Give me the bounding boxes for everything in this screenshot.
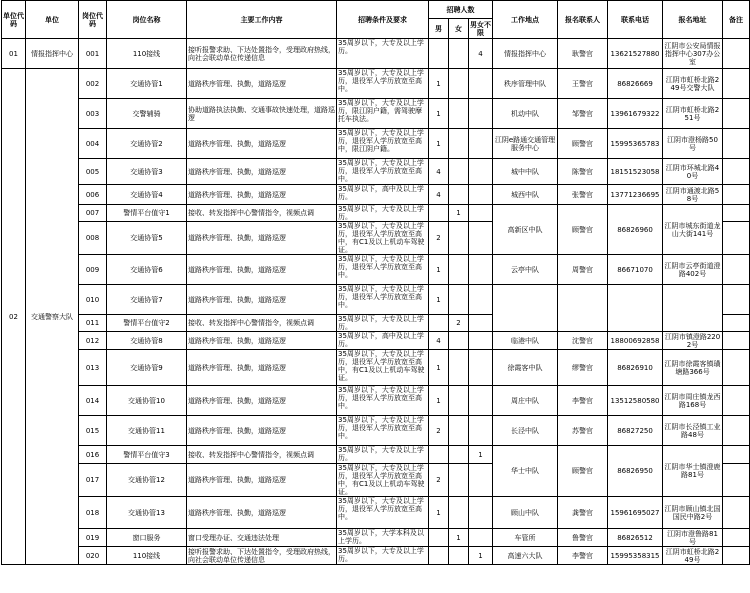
- post-code-cell: 013: [79, 350, 107, 386]
- header-conditions: 招聘条件及要求: [337, 1, 429, 39]
- remark-cell: [723, 39, 750, 69]
- contact-cell: 周警官: [558, 255, 608, 285]
- conditions-cell: 35周岁以下，大专及以上学历，退役军人学历放宽至高中。: [337, 386, 429, 416]
- phone-cell: 15961695027: [608, 497, 663, 529]
- post-code-cell: 006: [79, 185, 107, 205]
- male-count-cell: [429, 205, 449, 222]
- male-count-cell: 1: [429, 285, 449, 315]
- post-code-cell: 011: [79, 315, 107, 332]
- location-cell: 城西中队: [493, 185, 558, 205]
- duties-cell: 窗口受理办证、交通违法处理: [187, 529, 337, 547]
- male-count-cell: 4: [429, 159, 449, 185]
- female-count-cell: [449, 159, 469, 185]
- contact-cell: 张警官: [558, 185, 608, 205]
- duties-cell: 道路秩序管理、执勤，道路巡逻: [187, 69, 337, 99]
- any-count-cell: [469, 185, 493, 205]
- conditions-cell: 35周岁以下，大专及以上学历，退役军人学历放宽至高中，有C1及以上机动车驾驶证。: [337, 464, 429, 497]
- address-cell: 江阴市通渡北路58号: [663, 185, 723, 205]
- post-name-cell: 交通协管3: [107, 159, 187, 185]
- location-cell: 华士中队: [493, 446, 558, 497]
- post-code-cell: 002: [79, 69, 107, 99]
- location-cell: 徐霞客中队: [493, 350, 558, 386]
- header-phone: 联系电话: [608, 1, 663, 39]
- location-cell: 江阴e路通交通管理服务中心: [493, 129, 558, 159]
- table-row: [2, 129, 750, 159]
- contact-cell: 李警官: [558, 547, 608, 565]
- post-name-cell: 110接线: [107, 39, 187, 69]
- table-row: [2, 416, 750, 446]
- location-cell: 顾山中队: [493, 497, 558, 529]
- conditions-cell: 35周岁以下，大专及以上学历。: [337, 315, 429, 332]
- female-count-cell: [449, 332, 469, 350]
- post-code-cell: 018: [79, 497, 107, 529]
- duties-cell: 接收、转发指挥中心警情指令，视频点调: [187, 446, 337, 464]
- female-count-cell: [449, 39, 469, 69]
- male-count-cell: 1: [429, 99, 449, 129]
- contact-cell: 缪警官: [558, 350, 608, 386]
- location-cell: 高新区中队: [493, 205, 558, 255]
- conditions-cell: 35周岁以下，大专及以上学历。: [337, 205, 429, 222]
- conditions-cell: 35周岁以下，大专及以上学历。: [337, 39, 429, 69]
- any-count-cell: [469, 159, 493, 185]
- table-row: [2, 350, 750, 386]
- phone-cell: 13961679322: [608, 99, 663, 129]
- phone-cell: 15995358315: [608, 547, 663, 565]
- address-cell: 江阴市澄鲁路81号: [663, 529, 723, 547]
- remark-cell: [723, 547, 750, 565]
- post-name-cell: 交通协管10: [107, 386, 187, 416]
- conditions-cell: 35周岁以下，高中及以上学历。: [337, 332, 429, 350]
- duties-cell: 接听报警求助、下达处置指令，受理政府热线，向社会联动单位传递信息: [188, 547, 335, 564]
- female-count-cell: 1: [449, 205, 469, 222]
- female-count-cell: [449, 446, 469, 464]
- remark-cell: [723, 255, 750, 285]
- phone-cell: 13621527880: [608, 39, 663, 69]
- header-unit-code: 单位代码: [2, 1, 26, 39]
- address-cell: 江阴市公安局情报指挥中心307办公室: [663, 39, 723, 69]
- address-cell: 江阴市虹桥北路249号: [663, 547, 723, 565]
- duties-cell: 道路秩序管理、执勤，道路巡逻: [187, 285, 337, 315]
- female-count-cell: [449, 69, 469, 99]
- male-count-cell: 2: [429, 464, 449, 497]
- any-count-cell: [469, 529, 493, 547]
- contact-cell: 顾警官: [558, 446, 608, 497]
- location-cell: 秩序管理中队: [493, 69, 558, 99]
- remark-cell: [723, 315, 750, 332]
- header-remark: 备注: [723, 1, 750, 39]
- remark-cell: [723, 159, 750, 185]
- conditions-cell: 35周岁以下，大专及以上学历。: [337, 547, 429, 565]
- table-row: [2, 386, 750, 416]
- table-row: [2, 205, 750, 222]
- contact-cell: 李警官: [558, 386, 608, 416]
- post-name-cell: 交通协管4: [107, 185, 187, 205]
- table-row: [2, 497, 750, 529]
- table-row: [2, 99, 750, 129]
- duties-cell: 接收、转发指挥中心警情指令，视频点调: [187, 315, 337, 332]
- header-count: 招聘人数: [429, 1, 493, 19]
- male-count-cell: 2: [429, 222, 449, 255]
- male-count-cell: [429, 39, 449, 69]
- duties-cell: 道路秩序管理、执勤，道路巡逻: [187, 332, 337, 350]
- table-row: [2, 255, 750, 285]
- female-count-cell: [449, 222, 469, 255]
- any-count-cell: [469, 386, 493, 416]
- post-name-cell: 窗口服务: [107, 529, 187, 547]
- header-location: 工作地点: [493, 1, 558, 39]
- male-count-cell: 4: [429, 332, 449, 350]
- male-count-cell: 1: [429, 129, 449, 159]
- remark-cell: [723, 416, 750, 446]
- female-count-cell: [449, 497, 469, 529]
- post-name-cell: 交通协管12: [107, 464, 187, 497]
- duties-cell: 道路秩序管理、执勤，道路巡逻: [187, 464, 337, 497]
- contact-cell: 陈警官: [558, 159, 608, 185]
- table-row: [2, 547, 750, 565]
- duties-cell: 道路秩序管理、执勤，道路巡逻: [187, 350, 337, 386]
- contact-cell: 苏警官: [558, 416, 608, 446]
- phone-cell: 86826910: [608, 350, 663, 386]
- remark-cell: [723, 446, 750, 464]
- remark-cell: [723, 222, 750, 255]
- male-count-cell: 4: [429, 185, 449, 205]
- address-cell: [663, 285, 723, 332]
- table-row: [2, 159, 750, 185]
- post-name-cell: 警情平台值守1: [107, 205, 187, 222]
- post-name-cell: 交警辅骑: [107, 99, 187, 129]
- conditions-cell: 35周岁以下，高中及以上学历。: [337, 185, 429, 205]
- recruitment-table: [1, 0, 750, 565]
- conditions-cell: 35周岁以下，大专及以上学历，退役军人学历放宽至高中。: [337, 69, 429, 99]
- header-duties: 主要工作内容: [187, 1, 337, 39]
- female-count-cell: [449, 350, 469, 386]
- duties-cell: 道路秩序管理、执勤，道路巡逻: [187, 185, 337, 205]
- location-cell: 车管所: [493, 529, 558, 547]
- conditions-cell: 35周岁以下，大专及以上学历，退役军人学历放宽至高中。: [337, 255, 429, 285]
- header-any: 男女不限: [470, 20, 491, 37]
- remark-cell: [723, 464, 750, 497]
- any-count-cell: [469, 350, 493, 386]
- conditions-cell: 35周岁以下，大专及以上学历。: [337, 446, 429, 464]
- remark-cell: [723, 497, 750, 529]
- address-cell: 江阴市虹桥北路249号交警大队: [663, 69, 723, 99]
- location-cell: [493, 285, 558, 332]
- conditions-cell: 35周岁以下，大专及以上学历，退役军人学历放宽至高中，有C1及以上机动车驾驶证。: [337, 222, 429, 255]
- post-code-cell: 005: [79, 159, 107, 185]
- table-row: [2, 39, 750, 69]
- female-count-cell: [449, 129, 469, 159]
- remark-cell: [723, 99, 750, 129]
- any-count-cell: [469, 99, 493, 129]
- table-row: [2, 446, 750, 464]
- post-name-cell: 交通协管6: [107, 255, 187, 285]
- address-cell: 江阴市云亭街道澄路402号: [663, 255, 723, 285]
- address-cell: 江阴市虹桥北路251号: [663, 99, 723, 129]
- male-count-cell: [429, 529, 449, 547]
- unit-name-cell: 交通警察大队: [26, 69, 79, 565]
- phone-cell: 86826960: [608, 205, 663, 255]
- location-cell: 云亭中队: [493, 255, 558, 285]
- contact-cell: [558, 285, 608, 332]
- any-count-cell: [469, 464, 493, 497]
- contact-cell: 邹警官: [558, 99, 608, 129]
- duties-cell: 道路秩序管理、执勤，道路巡逻: [187, 497, 337, 529]
- phone-cell: 13512580580: [608, 386, 663, 416]
- header-address: 报名地址: [663, 1, 723, 39]
- location-cell: 临港中队: [493, 332, 558, 350]
- male-count-cell: [429, 446, 449, 464]
- post-name-cell: 交通协管13: [107, 497, 187, 529]
- contact-cell: 鲁警官: [558, 529, 608, 547]
- header-post-name: 岗位名称: [107, 1, 187, 39]
- post-code-cell: 010: [79, 285, 107, 315]
- post-code-cell: 019: [79, 529, 107, 547]
- phone-cell: 86826512: [608, 529, 663, 547]
- duties-cell: 接听报警求助、下达处置指令，受理政府热线，向社会联动单位传递信息: [187, 39, 337, 69]
- address-cell: 江阴市城东街道龙山大街141号: [663, 205, 723, 255]
- conditions-cell: 35周岁以下，大专及以上学历，退役军人学历放宽至高中。: [337, 285, 429, 315]
- remark-cell: [723, 350, 750, 386]
- phone-cell: 86827250: [608, 416, 663, 446]
- male-count-cell: 1: [429, 386, 449, 416]
- table-row: [2, 332, 750, 350]
- conditions-cell: 35周岁以下，大专及以上学历，退役军人学历放宽至高中。: [337, 159, 429, 185]
- conditions-cell: 35周岁以下，大专及以上学历，退役军人学历放宽至高中。: [337, 416, 429, 446]
- remark-cell: [723, 386, 750, 416]
- header-female: 女: [449, 19, 469, 39]
- address-cell: 江阴市环城北路40号: [663, 159, 723, 185]
- duties-cell: 道路秩序管理、执勤，道路巡逻: [187, 159, 337, 185]
- post-code-cell: 004: [79, 129, 107, 159]
- female-count-cell: [449, 416, 469, 446]
- header-unit: 单位: [26, 1, 79, 39]
- post-name-cell: 交通协管2: [107, 129, 187, 159]
- any-count-cell: [469, 129, 493, 159]
- remark-cell: [723, 185, 750, 205]
- unit-code-cell: 01: [2, 39, 26, 69]
- header-contact: 报名联系人: [558, 1, 608, 39]
- male-count-cell: 1: [429, 255, 449, 285]
- conditions-cell: 35周岁以下，大专及以上学历，退役军人学历放宽至高中。: [337, 497, 429, 529]
- header-post-code: 岗位代码: [79, 1, 107, 39]
- header-male: 男: [429, 19, 449, 39]
- remark-cell: [723, 529, 750, 547]
- female-count-cell: 1: [449, 529, 469, 547]
- post-name-cell: 警情平台值守2: [107, 315, 187, 332]
- male-count-cell: 1: [429, 350, 449, 386]
- male-count-cell: [429, 547, 449, 565]
- post-code-cell: 003: [79, 99, 107, 129]
- duties-cell: 道路秩序管理、执勤，道路巡逻: [187, 416, 337, 446]
- post-code-cell: 008: [79, 222, 107, 255]
- any-count-cell: 1: [469, 547, 493, 565]
- address-cell: 江阴市周庄镇龙西路168号: [663, 386, 723, 416]
- table-row: [2, 529, 750, 547]
- contact-cell: 沈警官: [558, 332, 608, 350]
- female-count-cell: 2: [449, 315, 469, 332]
- post-code-cell: 020: [79, 547, 107, 565]
- address-cell: 江阴市华士镇澄鹿路81号: [663, 446, 723, 497]
- male-count-cell: 2: [429, 416, 449, 446]
- conditions-cell: 35周岁以下，大专及以上学历，退役军人学历放宽至高中，有C1及以上机动车驾驶证。: [337, 350, 429, 386]
- phone-cell: 15995365783: [608, 129, 663, 159]
- any-count-cell: [469, 416, 493, 446]
- post-code-cell: 009: [79, 255, 107, 285]
- phone-cell: 86826950: [608, 446, 663, 497]
- post-name-cell: 交通协管1: [107, 69, 187, 99]
- female-count-cell: [449, 99, 469, 129]
- duties-cell: 道路秩序管理、执勤，道路巡逻: [187, 129, 337, 159]
- female-count-cell: [449, 185, 469, 205]
- any-count-cell: [469, 497, 493, 529]
- any-count-cell: [469, 205, 493, 222]
- contact-cell: 顾警官: [558, 129, 608, 159]
- address-cell: 江阴市长泾镇工业路48号: [663, 416, 723, 446]
- remark-cell: [723, 205, 750, 222]
- location-cell: 高速六大队: [493, 547, 558, 565]
- remark-cell: [723, 332, 750, 350]
- post-code-cell: 001: [79, 39, 107, 69]
- location-cell: 机动中队: [493, 99, 558, 129]
- post-name-cell: 交通协管7: [107, 285, 187, 315]
- male-count-cell: [429, 315, 449, 332]
- conditions-cell: 35周岁以下，大专及以上学历，限江阴户籍，需驾驶摩托车执法。: [337, 99, 429, 129]
- post-code-cell: 017: [79, 464, 107, 497]
- address-cell: 江阴市澄杨路50号: [663, 129, 723, 159]
- phone-cell: 86671070: [608, 255, 663, 285]
- duties-cell: 道路秩序管理、执勤，道路巡逻: [187, 386, 337, 416]
- post-name-cell: 警情平台值守3: [107, 446, 187, 464]
- phone-cell: 18800692858: [608, 332, 663, 350]
- unit-name-cell: 情报指挥中心: [26, 39, 79, 69]
- contact-cell: 王警官: [558, 69, 608, 99]
- post-code-cell: 012: [79, 332, 107, 350]
- post-name-cell: 交通协管5: [107, 222, 187, 255]
- post-name-cell: 交通协管11: [107, 416, 187, 446]
- post-name-cell: 交通协管9: [107, 350, 187, 386]
- duties-cell: 道路秩序管理、执勤，道路巡逻: [187, 222, 337, 255]
- any-count-cell: [469, 285, 493, 315]
- male-count-cell: 1: [429, 69, 449, 99]
- remark-cell: [723, 129, 750, 159]
- any-count-cell: 4: [469, 39, 493, 69]
- post-code-cell: 014: [79, 386, 107, 416]
- contact-cell: 耿警官: [558, 39, 608, 69]
- post-name-cell: 交通协管8: [107, 332, 187, 350]
- phone-cell: 18151523058: [608, 159, 663, 185]
- table-row: [2, 69, 750, 99]
- contact-cell: 龚警官: [558, 497, 608, 529]
- unit-code-cell: 02: [2, 69, 26, 565]
- post-code-cell: 015: [79, 416, 107, 446]
- any-count-cell: 1: [469, 446, 493, 464]
- any-count-cell: [469, 69, 493, 99]
- duties-cell: 接收、转发指挥中心警情指令，视频点调: [187, 205, 337, 222]
- female-count-cell: [449, 255, 469, 285]
- duties-cell: 协助道路执法执勤、交通事故快速处理，道路巡逻: [187, 99, 337, 129]
- location-cell: 周庄中队: [493, 386, 558, 416]
- location-cell: 长泾中队: [493, 416, 558, 446]
- any-count-cell: [469, 222, 493, 255]
- remark-cell: [723, 285, 750, 315]
- male-count-cell: 1: [429, 497, 449, 529]
- post-code-cell: 016: [79, 446, 107, 464]
- address-cell: 江阴市徐霞客镇璜塘路366号: [663, 350, 723, 386]
- contact-cell: 顾警官: [558, 205, 608, 255]
- female-count-cell: [449, 285, 469, 315]
- address-cell: 江阴市镇澄路2202号: [663, 332, 723, 350]
- conditions-cell: 35周岁以下，大专及以上学历，退役军人学历放宽至高中，限江阴户籍。: [337, 129, 429, 159]
- remark-cell: [723, 69, 750, 99]
- address-cell: 江阴市顾山镇北国国民中路2号: [663, 497, 723, 529]
- conditions-cell: 35周岁以下，大学本科及以上学历。: [337, 529, 429, 547]
- female-count-cell: [449, 464, 469, 497]
- table-row: [2, 285, 750, 315]
- any-count-cell: [469, 332, 493, 350]
- location-cell: 情报指挥中心: [493, 39, 558, 69]
- any-count-cell: [469, 315, 493, 332]
- location-cell: 城中中队: [493, 159, 558, 185]
- phone-cell: [608, 285, 663, 332]
- female-count-cell: [449, 547, 469, 565]
- any-count-cell: [469, 255, 493, 285]
- post-code-cell: 007: [79, 205, 107, 222]
- table-row: [2, 185, 750, 205]
- phone-cell: 86826669: [608, 69, 663, 99]
- female-count-cell: [449, 386, 469, 416]
- phone-cell: 13771236695: [608, 185, 663, 205]
- duties-cell: 道路秩序管理、执勤，道路巡逻: [187, 255, 337, 285]
- post-name-cell: 110接线: [107, 547, 187, 565]
